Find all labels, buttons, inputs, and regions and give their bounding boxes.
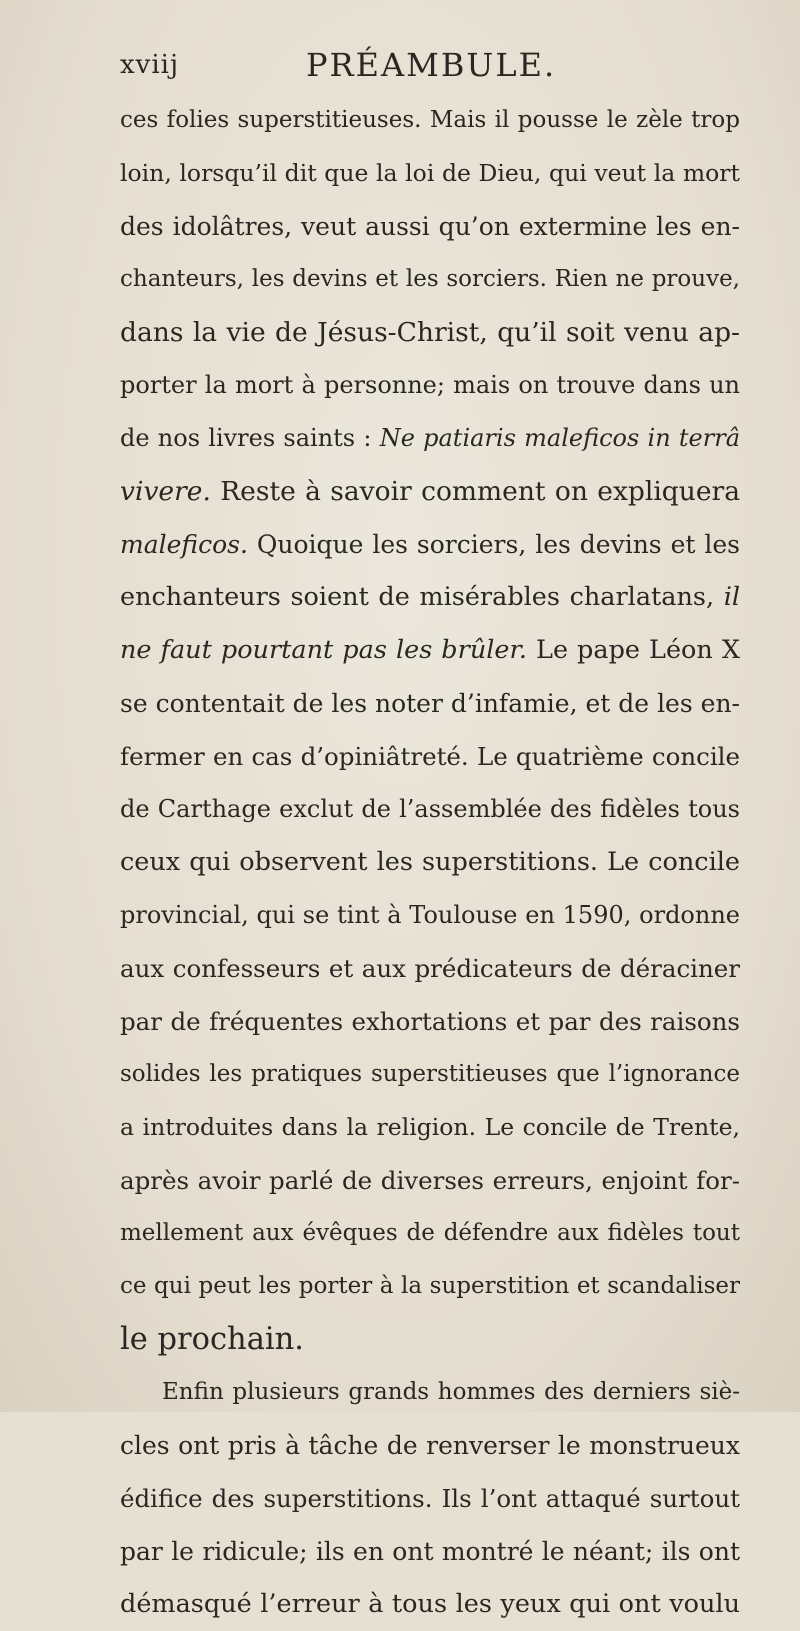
text-line: solides les pratiques superstitieuses que l’ignorance <box>120 1061 740 1087</box>
text-line: cles ont pris à tâche de renverser le monstrueux <box>120 1431 740 1460</box>
text-line: mellement aux évêques de défendre aux fidèles tout <box>120 1220 740 1246</box>
italic-text: ne faut pourtant pas les brûler. <box>120 635 527 665</box>
text-line: de nos livres saints : Ne patiaris maleficos in terrâ <box>120 424 740 452</box>
text-line: maleficos. Quoique les sorciers, les devins et les <box>120 530 740 559</box>
text-line: loin, lorsqu’il dit que la loi de Dieu, qui veut la mort <box>120 159 740 187</box>
text-line: chanteurs, les devins et les sorciers. Rien ne prouve, <box>120 266 740 292</box>
latin-quote: Ne patiaris maleficos in terrâ <box>379 424 740 452</box>
text-line: vivere. Reste à savoir comment on expliquera <box>120 476 740 507</box>
text-line: édifice des superstitions. Ils l’ont attaqué surtout <box>120 1484 740 1513</box>
text-line: démasqué l’erreur à tous les yeux qui ont voulu <box>120 1589 740 1619</box>
body-text <box>120 94 740 1631</box>
latin-word: maleficos. <box>120 530 248 559</box>
text-line: dans la vie de Jésus-Christ, qu’il soit venu ap- <box>120 317 740 348</box>
latin-quote: vivere. <box>120 476 211 507</box>
text-line: aux confesseurs et aux prédicateurs de déraciner <box>120 954 740 983</box>
text-line: porter la mort à personne; mais on trouve dans un <box>120 371 740 399</box>
page-number: xviij <box>120 50 180 80</box>
text-line: de Carthage exclut de l’assemblée des fidèles tous <box>120 795 740 823</box>
text-line: fermer en cas d’opiniâtreté. Le quatrième concile <box>120 742 740 771</box>
running-head <box>120 46 720 86</box>
text-line: provincial, qui se tint à Toulouse en 1590, ordonne <box>120 901 740 929</box>
text-line: ceux qui observent les superstitions. Le concile <box>120 847 740 877</box>
text-line: se contentait de les noter d’infamie, et de les en- <box>120 689 740 718</box>
text-line: ne faut pourtant pas les brûler. Le pape Léon X <box>120 635 740 665</box>
text-line: après avoir parlé de diverses erreurs, enjoint for- <box>120 1166 740 1195</box>
text-line: ces folies superstitieuses. Mais il pousse le zèle trop <box>120 107 740 133</box>
text-line: Enfin plusieurs grands hommes des derniers siè- <box>162 1379 740 1405</box>
italic-text: il <box>723 582 740 612</box>
text-line: a introduites dans la religion. Le concile de Trente, <box>120 1113 740 1141</box>
text-line: des idolâtres, veut aussi qu’on extermine les en- <box>120 212 740 241</box>
text-line: le prochain. <box>120 1322 304 1357</box>
text-line: enchanteurs soient de misérables charlatans, il <box>120 582 740 612</box>
text-line: par le ridicule; ils en ont montré le néant; ils ont <box>120 1537 740 1566</box>
running-title: PRÉAMBULE. <box>306 46 557 84</box>
text-line: ce qui peut les porter à la superstition et scandaliser <box>120 1273 740 1299</box>
text-line: par de fréquentes exhortations et par des raisons <box>120 1007 740 1036</box>
